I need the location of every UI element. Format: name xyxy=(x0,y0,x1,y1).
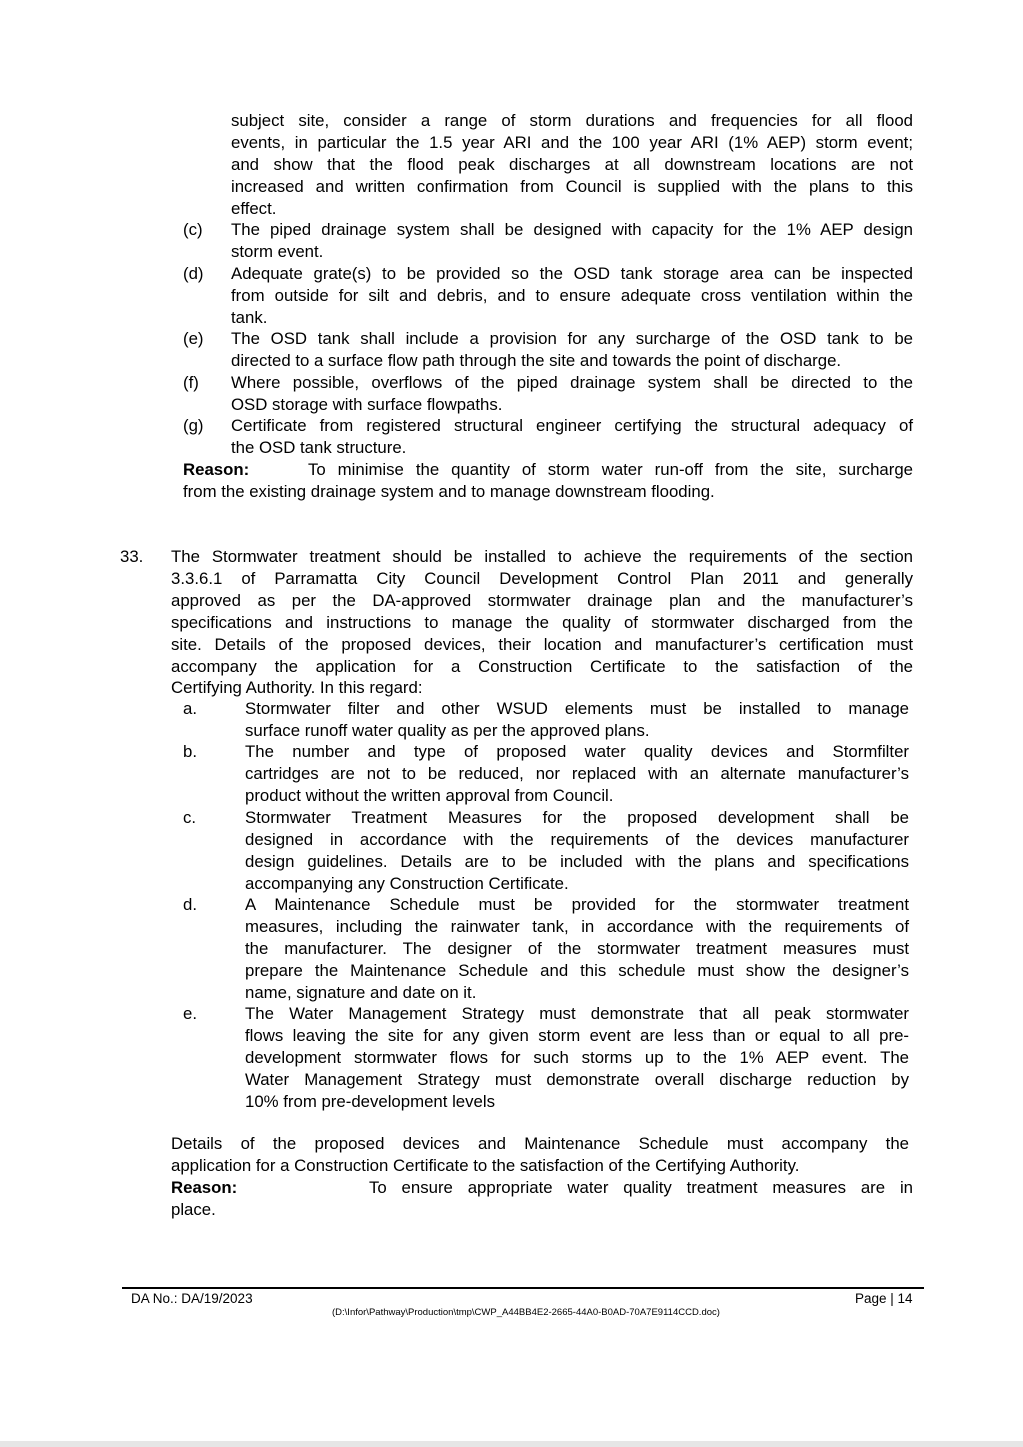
text-line: Certificate from registered structural engineer certifying the structural adequacy of xyxy=(231,416,913,435)
list-item-f xyxy=(183,372,913,416)
text-line: Stormwater filter and other WSUD elements must be installed to manage xyxy=(245,699,909,718)
reason-text: To ensure appropriate water quality treatment measures are in xyxy=(369,1178,913,1197)
list-item-label: (c) xyxy=(183,220,203,239)
text-line: cartridges are not to be reduced, nor replaced with an alternate manufacturer’s xyxy=(245,763,909,783)
sub-item-a xyxy=(183,698,909,742)
text-line: name, signature and date on it. xyxy=(245,982,477,1002)
sub-item-b xyxy=(183,741,909,807)
sub-item-label: d. xyxy=(183,895,197,914)
sub-item-label: c. xyxy=(183,808,197,827)
sub-item-d xyxy=(183,894,909,1004)
text-line: Where possible, overflows of the piped drainage system shall be directed to the xyxy=(231,373,913,392)
sub-item-label: a. xyxy=(183,699,197,718)
footer-da-number: DA No.: DA/19/2023 xyxy=(131,1291,253,1306)
text-line: application for a Construction Certificate to the satisfaction of the Certifying Authority. xyxy=(171,1155,800,1175)
text-line: accompanying any Construction Certificate. xyxy=(245,873,569,893)
text-line: The Water Management Strategy must demonstrate that all peak stormwater xyxy=(245,1004,909,1023)
text-line: A Maintenance Schedule must be provided for the stormwater treatment xyxy=(245,895,909,914)
text-line: subject site, consider a range of storm durations and frequencies for all flood xyxy=(231,111,913,130)
text-line: The Stormwater treatment should be installed to achieve the requirements of the section xyxy=(171,547,913,566)
sub-item-label: b. xyxy=(183,742,197,761)
reason-text: To minimise the quantity of storm water run-off from the site, surcharge xyxy=(308,460,913,479)
text-line: Certifying Authority. In this regard: xyxy=(171,678,423,698)
text-line: tank. xyxy=(231,307,268,327)
text-line: 10% from pre-development levels xyxy=(245,1091,495,1111)
text-line: designed in accordance with the requirements of the devices manufacturer xyxy=(245,829,909,849)
text-line: storm event. xyxy=(231,241,324,261)
text-line: Details of the proposed devices and Maintenance Schedule must accompany the xyxy=(171,1134,909,1153)
text-line: the OSD tank structure. xyxy=(231,437,407,457)
sub-item-e xyxy=(183,1003,909,1113)
list-item-d xyxy=(183,263,913,329)
text-line: Stormwater Treatment Measures for the proposed development shall be xyxy=(245,808,909,827)
text-line: from outside for silt and debris, and to ensure adequate cross ventilation within the xyxy=(231,285,913,305)
text-line: increased and written confirmation from Council is supplied with the plans to this xyxy=(231,176,913,196)
text-line: events, in particular the 1.5 year ARI and the 100 year ARI (1% AEP) storm event; xyxy=(231,132,913,152)
text-line: the manufacturer. The designer of the stormwater treatment measures must xyxy=(245,938,909,958)
footer-page-number: Page | 14 xyxy=(855,1291,913,1306)
reason-block xyxy=(183,459,913,503)
text-line: measures, including the rainwater tank, in accordance with the requirements of xyxy=(245,916,909,936)
text-line: effect. xyxy=(231,198,277,218)
text-line: accompany the application for a Construction Certificate to the satisfaction of the xyxy=(171,656,913,676)
continuation-paragraph xyxy=(231,110,913,220)
list-item-g xyxy=(183,415,913,459)
list-item-label: (d) xyxy=(183,264,204,283)
sub-item-label: e. xyxy=(183,1004,197,1023)
text-line: Water Management Strategy must demonstrate overall discharge reduction by xyxy=(245,1069,909,1089)
list-item-label: (f) xyxy=(183,373,199,392)
text-line: design guidelines. Details are to be included with the plans and specifications xyxy=(245,851,909,871)
text-line: and show that the flood peak discharges at all downstream locations are not xyxy=(231,154,913,174)
text-line: development stormwater flows for such storms up to the 1% AEP event. The xyxy=(245,1047,909,1067)
text-line: The number and type of proposed water quality devices and Stormfilter xyxy=(245,742,909,761)
sub-item-c xyxy=(183,807,909,895)
list-item-e xyxy=(183,328,913,372)
text-line: Adequate grate(s) to be provided so the OSD tank storage area can be inspected xyxy=(231,264,913,283)
page-bottom-edge xyxy=(0,1441,1023,1447)
text-line: flows leaving the site for any given storm event are less than or equal to all pre- xyxy=(245,1025,909,1045)
text-line: The piped drainage system shall be designed with capacity for the 1% AEP design xyxy=(231,220,913,239)
reason-label: Reason: xyxy=(183,460,250,479)
text-line: product without the written approval from Council. xyxy=(245,785,614,805)
closing-paragraph xyxy=(171,1133,909,1177)
text-line: site. Details of the proposed devices, their location and manufacturer’s certification must xyxy=(171,634,913,654)
text-line: 3.3.6.1 of Parramatta City Council Development Control Plan 2011 and generally xyxy=(171,568,913,588)
reason-text: place. xyxy=(171,1200,216,1219)
reason-label: Reason: xyxy=(171,1178,238,1197)
text-line: OSD storage with surface flowpaths. xyxy=(231,394,503,414)
text-line: approved as per the DA-approved stormwater drainage plan and the manufacturer’s xyxy=(171,590,913,610)
list-item-label: (g) xyxy=(183,416,204,435)
text-line: surface runoff water quality as per the approved plans. xyxy=(245,720,650,740)
text-line: specifications and instructions to manage the quality of stormwater discharged from the xyxy=(171,612,913,632)
text-line: directed to a surface flow path through the site and towards the point of discharge. xyxy=(231,350,842,370)
footer-rule xyxy=(122,1287,924,1289)
footer-file-path: (D:\Infor\Pathway\Production\tmp\CWP_A44BB4E2-2665-44A0-B0AD-70A7E9114CCD.doc) xyxy=(332,1307,720,1318)
condition-33-paragraph xyxy=(171,546,913,699)
condition-number: 33. xyxy=(120,547,144,566)
text-line: The OSD tank shall include a provision for any surcharge of the OSD tank to be xyxy=(231,329,913,348)
list-item-label: (e) xyxy=(183,329,204,348)
reason-text: from the existing drainage system and to manage downstream flooding. xyxy=(183,482,715,501)
list-item-c xyxy=(183,219,913,263)
text-line: prepare the Maintenance Schedule and this schedule must show the designer’s xyxy=(245,960,909,980)
reason-block xyxy=(171,1177,913,1221)
